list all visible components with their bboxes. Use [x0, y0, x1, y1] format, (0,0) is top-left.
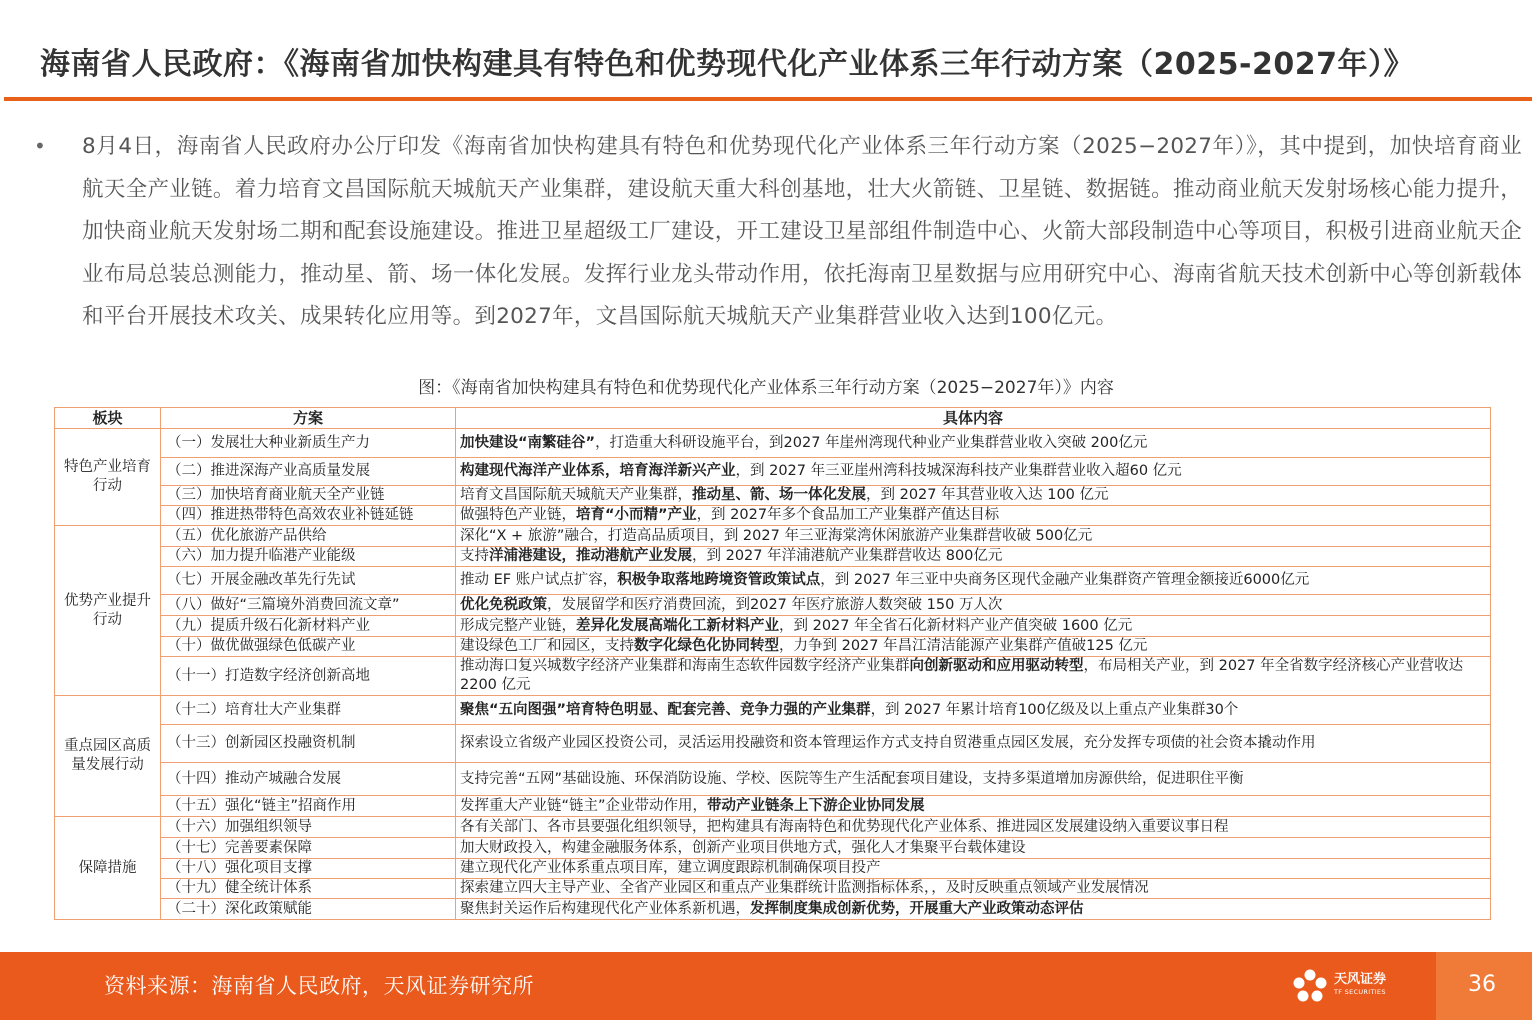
detail-cell	[456, 657, 1491, 696]
detail-text: 推动海口复兴城数字经济产业集群和海南生态软件园数字经济产业集群	[460, 658, 910, 674]
plan-cell: （十九）健全统计体系	[161, 879, 456, 899]
header-detail: 具体内容	[456, 408, 1491, 429]
detail-text: 深化“X + 旅游”融合，打造高品质项目，到 2027 年三亚海棠湾休闲旅游产业集群营收破 500亿元	[460, 527, 1093, 544]
detail-text: ，到 2027 年累计培育100亿级及以上重点产业集群30个	[870, 701, 1239, 718]
table-row	[55, 429, 1491, 458]
plan-cell: （二十）深化政策赋能	[161, 899, 456, 920]
figure-caption: 图：《海南省加快构建具有特色和优势现代化产业体系三年行动方案（2025−2027年）》内容	[418, 378, 1114, 398]
header-plan: 方案	[161, 408, 456, 429]
logo-text: 天风证券	[1334, 972, 1387, 987]
detail-highlight: 构建现代海洋产业体系，培育海洋新兴产业	[460, 463, 736, 479]
plan-cell: （十七）完善要素保障	[161, 838, 456, 859]
page-number: 36	[1468, 972, 1496, 997]
plan-cell: （四）推进热带特色高效农业补链延链	[161, 506, 456, 526]
table-row	[55, 796, 1491, 817]
detail-text: ，发展留学和医疗消费回流，到2027 年医疗旅游人数突破 150 万人次	[547, 596, 1003, 613]
detail-text: 加大财政投入，构建金融服务体系，创新产业项目供地方式，强化人才集聚平台载体建设	[460, 839, 1026, 856]
detail-text: 发挥重大产业链“链主”企业带动作用，	[460, 797, 708, 814]
detail-text: ，打造重大科研设施平台，到2027 年崖州湾现代种业产业集群营业收入突破 200亿元	[595, 434, 1148, 451]
detail-cell	[456, 637, 1491, 657]
title-divider	[4, 97, 1532, 101]
detail-cell	[456, 506, 1491, 526]
footer-bar	[0, 952, 1532, 1020]
detail-text: 支持	[460, 548, 489, 564]
header-sector: 板块	[55, 408, 161, 429]
detail-cell	[456, 838, 1491, 859]
table-row	[55, 696, 1491, 725]
table-row	[55, 637, 1491, 657]
detail-cell	[456, 429, 1491, 458]
page-title: 海南省人民政府：《海南省加快构建具有特色和优势现代化产业体系三年行动方案（2025-2027年）》	[40, 47, 1414, 82]
detail-text: ，力争到 2027 年昌江清洁能源产业集群产值破125 亿元	[779, 638, 1148, 654]
detail-text: 建立现代化产业体系重点项目库，建立调度跟踪机制确保项目投产	[460, 860, 881, 876]
detail-text: 培育文昌国际航天城航天产业集群，	[460, 487, 692, 503]
plan-cell: （十四）推动产城融合发展	[161, 763, 456, 796]
detail-highlight: 培育“小而精”产业	[576, 507, 697, 523]
logo-subtext: TF SECURITIES	[1334, 988, 1386, 996]
plan-cell: （二）推进深海产业高质量发展	[161, 458, 456, 486]
detail-text: 支持完善“五网”基础设施、环保消防设施、学校、医院等生产生活配套项目建设，支持多渠道增加房源供给，促进职住平衡	[460, 770, 1244, 787]
detail-highlight: 差异化发展高端化工新材料产业	[576, 617, 779, 634]
detail-text: ，布局相关产业，到 2027 年全省数字经济核心产业营收达 2200 亿元	[460, 658, 1464, 693]
plan-cell: （十八）强化项目支撑	[161, 859, 456, 879]
tf-securities-flower-icon	[1290, 966, 1330, 1006]
table-row	[55, 458, 1491, 486]
plan-cell: （十三）创新园区投融资机制	[161, 725, 456, 763]
detail-text: 做强特色产业链，	[460, 507, 576, 523]
plan-cell: （八）做好“三篇境外消费回流文章”	[161, 595, 456, 616]
detail-text: ，到 2027 年全省石化新材料产业产值突破 1600 亿元	[779, 617, 1133, 634]
detail-text: 各有关部门、各市县要强化组织领导，把构建具有海南特色和优势现代化产业体系、推进园区发展建设纳入重要议事日程	[460, 818, 1229, 835]
detail-highlight: 向创新驱动和应用驱动转型	[909, 658, 1084, 674]
plan-cell: （十二）培育壮大产业集群	[161, 696, 456, 725]
table-row	[55, 817, 1491, 838]
table-row	[55, 526, 1491, 547]
table-header-row	[55, 408, 1491, 429]
plan-cell: （十一）打造数字经济创新高地	[161, 657, 456, 696]
detail-text: 推动 EF 账户试点扩容，	[460, 572, 618, 588]
category-cell: 特色产业培育行动	[55, 429, 161, 526]
detail-text: ，到 2027 年三亚崖州湾科技城深海科技产业集群营业收入超60 亿元	[735, 463, 1182, 479]
table-row	[55, 567, 1491, 595]
company-logo	[1290, 966, 1410, 1006]
detail-cell	[456, 595, 1491, 616]
table-row	[55, 506, 1491, 526]
detail-highlight: 聚焦“五向图强”培育特色明显、配套完善、竞争力强的产业集群	[460, 701, 871, 718]
detail-cell	[456, 763, 1491, 796]
detail-highlight: 洋浦港建设，推动港航产业发展	[489, 548, 692, 564]
table-row	[55, 763, 1491, 796]
detail-highlight: 积极争取落地跨境资管政策试点	[617, 572, 821, 588]
plan-cell: （十五）强化“链主”招商作用	[161, 796, 456, 817]
plan-cell: （七）开展金融改革先行先试	[161, 567, 456, 595]
detail-cell	[456, 696, 1491, 725]
detail-cell	[456, 526, 1491, 547]
detail-text: 探索建立四大主导产业、全省产业园区和重点产业集群统计监测指标体系，，及时反映重点领域产业发展情况	[460, 880, 1149, 896]
detail-cell	[456, 616, 1491, 637]
detail-cell	[456, 899, 1491, 920]
detail-cell	[456, 486, 1491, 506]
detail-highlight: 发挥制度集成创新优势，开展重大产业政策动态评估	[750, 900, 1084, 917]
category-cell: 保障措施	[55, 817, 161, 920]
plan-cell: （十）做优做强绿色低碳产业	[161, 637, 456, 657]
detail-cell	[456, 817, 1491, 838]
table-row	[55, 859, 1491, 879]
source-note: 资料来源：海南省人民政府，天风证券研究所	[104, 974, 534, 998]
table-row	[55, 725, 1491, 763]
detail-cell	[456, 725, 1491, 763]
table-row	[55, 486, 1491, 506]
table-row	[55, 595, 1491, 616]
table-body	[55, 429, 1491, 920]
body-paragraph: 8月4日，海南省人民政府办公厅印发《海南省加快构建具有特色和优势现代化产业体系三年行动方案（2025−2027年）》，其中提到，加快培育商业航天全产业链。着力培育文昌国际航天城航天产业集群，建设航天重大科创基地，壮大火箭链、卫星链、数据链。推动商业航天发射场核心能力提升，加快商业航天发射场二期和配套设施建设。推进卫星超级工厂建设，开工建设卫星部组件制造中心、火箭大部段制造中心等项目，积极引进商业航天企业布局总装总测能力，推动星、箭、场一体化发展。发挥行业龙头带动作用，依托海南卫星数据与应用研究中心、海南省航天技术创新中心等创新载体和平台开展技术攻关、成果转化应用等。到2027年，文昌国际航天城航天产业集群营业收入达到100亿元。	[82, 134, 1522, 329]
category-cell: 重点园区高质量发展行动	[55, 696, 161, 817]
plan-cell: （三）加快培育商业航天全产业链	[161, 486, 456, 506]
detail-highlight: 推动星、箭、场一体化发展	[692, 487, 866, 503]
detail-text: ，到 2027 年洋浦港航产业集群营收达 800亿元	[692, 548, 1003, 564]
table-row	[55, 657, 1491, 696]
detail-cell	[456, 859, 1491, 879]
table-row	[55, 616, 1491, 637]
detail-text: ，到 2027年多个食品加工产业集群产值达目标	[696, 507, 1000, 523]
detail-highlight: 优化免税政策	[460, 596, 547, 613]
plan-table	[54, 407, 1491, 920]
table-row	[55, 838, 1491, 859]
detail-text: 建设绿色工厂和园区，支持	[460, 638, 634, 654]
plan-cell: （六）加力提升临港产业能级	[161, 547, 456, 567]
detail-highlight: 带动产业链条上下游企业协同发展	[707, 797, 925, 814]
detail-cell	[456, 567, 1491, 595]
plan-cell: （五）优化旅游产品供给	[161, 526, 456, 547]
plan-cell: （九）提质升级石化新材料产业	[161, 616, 456, 637]
detail-cell	[456, 879, 1491, 899]
detail-text: 聚焦封关运作后构建现代化产业体系新机遇，	[460, 900, 750, 917]
detail-cell	[456, 458, 1491, 486]
table-row	[55, 899, 1491, 920]
bullet-dot-icon: •	[34, 134, 46, 158]
detail-text: ，到 2027 年三亚中央商务区现代金融产业集群资产管理金额接近6000亿元	[820, 572, 1310, 588]
detail-text: 探索设立省级产业园区投资公司，灵活运用投融资和资本管理运作方式支持自贸港重点园区发展，充分发挥专项债的社会资本撬动作用	[460, 735, 1316, 751]
detail-highlight: 加快建设“南繁硅谷”	[460, 434, 596, 451]
detail-cell	[456, 547, 1491, 567]
detail-text: ，到 2027 年其营业收入达 100 亿元	[866, 487, 1109, 503]
detail-text: 形成完整产业链，	[460, 617, 576, 634]
table-row	[55, 547, 1491, 567]
plan-cell: （十六）加强组织领导	[161, 817, 456, 838]
detail-cell	[456, 796, 1491, 817]
table-row	[55, 879, 1491, 899]
plan-cell: （一）发展壮大种业新质生产力	[161, 429, 456, 458]
category-cell: 优势产业提升行动	[55, 526, 161, 696]
detail-highlight: 数字化绿色化协同转型	[634, 638, 779, 654]
